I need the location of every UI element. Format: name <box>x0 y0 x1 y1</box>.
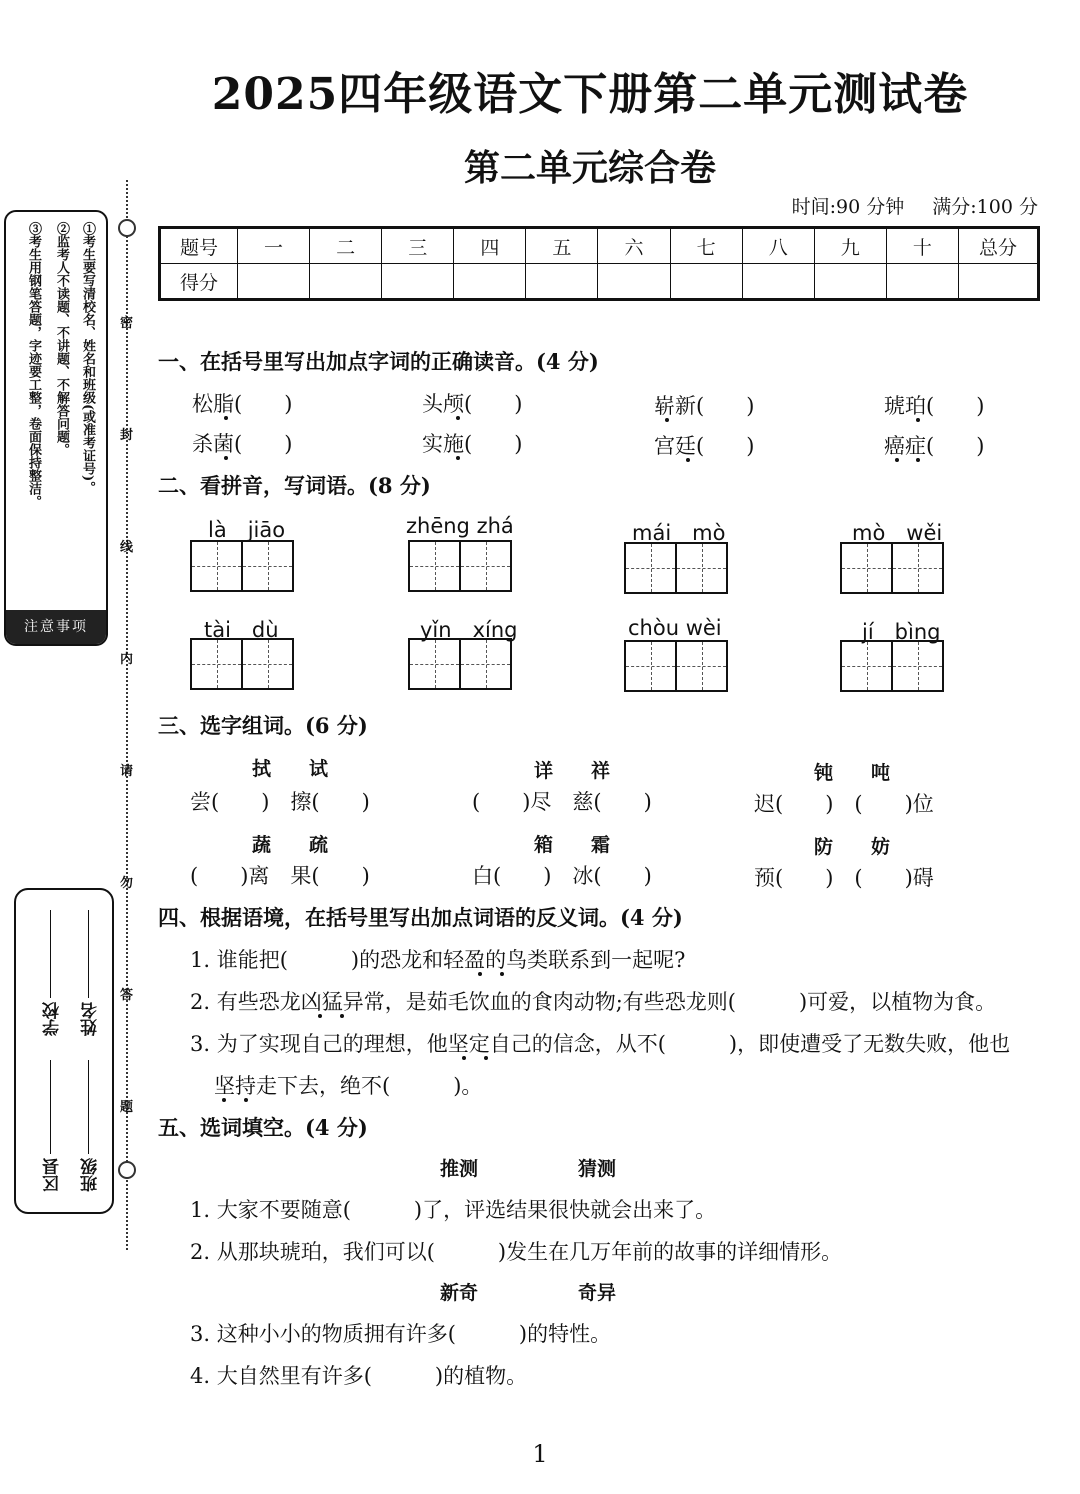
score-header-cell: 十 <box>886 228 958 264</box>
student-info-box <box>14 888 114 1214</box>
word-blank-pair[interactable]: ( )离 果( ) <box>190 864 370 888</box>
writing-grid[interactable] <box>408 638 512 690</box>
score-header-cell: 七 <box>670 228 742 264</box>
score-input-cell[interactable] <box>814 264 886 300</box>
score-input-cell[interactable] <box>454 264 526 300</box>
emphasis-dot <box>484 1056 488 1060</box>
notice-item: ②监考人不读题、不讲题、不解答问题。 <box>54 222 69 456</box>
char-options: 详 祥 <box>534 760 611 782</box>
section-2-heading: 二、看拼音，写词语。(8 分) <box>158 473 431 498</box>
score-header-cell: 总分 <box>959 228 1039 264</box>
emphasis-dot <box>224 456 228 460</box>
score-header-cell: 三 <box>382 228 454 264</box>
emphasis-dot <box>895 458 899 462</box>
score-header-cell: 九 <box>814 228 886 264</box>
page-title: 2025四年级语文下册第二单元测试卷 <box>211 69 969 120</box>
class-label: 班级 <box>81 1158 101 1192</box>
seal-char: 请 <box>120 764 134 779</box>
antonym-sentence[interactable]: 2. 有些恐龙凶猛异常，是茹毛饮血的食肉动物;有些恐龙则( )可爱，以植物为食。 <box>190 990 997 1014</box>
emphasis-dot <box>478 972 482 976</box>
score-header-cell: 一 <box>238 228 310 264</box>
name-label: 姓名 <box>81 1002 101 1036</box>
pronunciation-item[interactable]: 崭新( ) <box>654 394 755 418</box>
binding-line <box>126 180 128 1250</box>
seal-char: 答 <box>120 988 134 1003</box>
antonym-sentence[interactable]: 3. 为了实现自己的理想，他坚定自己的信念，从不( )，即使遭受了无数失败，他也 <box>190 1032 1011 1056</box>
score-header-cell: 二 <box>310 228 382 264</box>
word-option: 奇异 <box>578 1282 617 1304</box>
word-blank-pair[interactable]: 预( ) ( )碍 <box>754 866 934 890</box>
writing-grid[interactable] <box>624 640 728 692</box>
word-blank-pair[interactable]: 白( ) 冰( ) <box>472 864 652 888</box>
school-label: 学校 <box>43 1002 63 1036</box>
score-input-cell[interactable] <box>526 264 598 300</box>
score-header-cell: 八 <box>742 228 814 264</box>
word-blank-pair[interactable]: 尝( ) 擦( ) <box>190 790 370 814</box>
score-input-cell[interactable] <box>310 264 382 300</box>
score-table-header-row <box>160 228 1039 264</box>
district-label: 区县 <box>43 1158 63 1192</box>
score-input-cell[interactable] <box>886 264 958 300</box>
score-header-cell: 六 <box>598 228 670 264</box>
word-option: 猜测 <box>578 1158 617 1180</box>
pinyin-label: zhēng zhá <box>406 514 514 538</box>
notice-item: ③考生用钢笔答题，字迹要工整，卷面保持整洁。 <box>26 222 41 508</box>
score-table-score-row <box>160 264 1039 300</box>
char-options: 箱 霜 <box>534 834 611 856</box>
pinyin-label: chòu wèi <box>628 616 722 640</box>
time-limit: 时间:90 分钟 <box>791 196 905 218</box>
pronunciation-item[interactable]: 琥珀( ) <box>884 394 985 418</box>
section-5-heading: 五、选词填空。(4 分) <box>158 1115 368 1140</box>
fill-sentence[interactable]: 2. 从那块琥珀，我们可以( )发生在几万年前的故事的详细情形。 <box>190 1240 843 1264</box>
emphasis-dot <box>916 458 920 462</box>
emphasis-dot <box>665 418 669 422</box>
pinyin-label: tài dù <box>204 618 279 642</box>
score-input-cell[interactable] <box>238 264 310 300</box>
score-input-cell[interactable] <box>382 264 454 300</box>
writing-grid[interactable] <box>190 540 294 592</box>
emphasis-dot <box>224 416 228 420</box>
emphasis-dot <box>318 1014 322 1018</box>
score-header-cell: 题号 <box>160 228 238 264</box>
writing-grid[interactable] <box>408 540 512 592</box>
full-score: 满分:100 分 <box>932 196 1038 218</box>
pronunciation-item[interactable]: 松脂( ) <box>192 392 293 416</box>
fill-sentence[interactable]: 4. 大自然里有许多( )的植物。 <box>190 1364 528 1388</box>
notice-tag: 注意事项 <box>6 610 106 644</box>
section-3-heading: 三、选字组词。(6 分) <box>158 713 368 738</box>
word-blank-pair[interactable]: ( )尽 慈( ) <box>472 790 652 814</box>
score-input-cell[interactable] <box>959 264 1039 300</box>
section-1-heading: 一、在括号里写出加点字词的正确读音。(4 分) <box>158 349 599 374</box>
score-table <box>158 226 1040 301</box>
pinyin-label: yǐn xíng <box>420 618 518 642</box>
page-number: 1 <box>532 1440 548 1468</box>
pronunciation-item[interactable]: 杀菌( ) <box>192 432 293 456</box>
word-blank-pair[interactable]: 迟( ) ( )位 <box>754 792 934 816</box>
emphasis-dot <box>456 456 460 460</box>
class-field[interactable] <box>88 1060 89 1154</box>
score-input-cell[interactable] <box>598 264 670 300</box>
seal-char: 密 <box>120 316 134 331</box>
char-options: 钝 吨 <box>814 762 891 784</box>
district-field[interactable] <box>50 1060 51 1154</box>
binding-hole-icon <box>118 1161 136 1179</box>
fill-sentence[interactable]: 3. 这种小小的物质拥有许多( )的特性。 <box>190 1322 612 1346</box>
pinyin-label: là jiāo <box>208 518 286 542</box>
emphasis-dot <box>462 1056 466 1060</box>
writing-grid[interactable] <box>840 640 944 692</box>
score-header-cell: 四 <box>454 228 526 264</box>
score-row-label: 得分 <box>160 264 238 300</box>
pinyin-label: mò wěi <box>852 521 943 545</box>
char-options: 防 妨 <box>814 836 891 858</box>
emphasis-dot <box>244 1098 248 1102</box>
score-input-cell[interactable] <box>742 264 814 300</box>
writing-grid[interactable] <box>190 638 294 690</box>
seal-char: 勿 <box>120 876 134 891</box>
time-info <box>770 192 1038 219</box>
pronunciation-item[interactable]: 头颅( ) <box>422 392 523 416</box>
antonym-sentence[interactable]: 1. 谁能把( )的恐龙和轻盈的鸟类联系到一起呢? <box>190 948 686 972</box>
seal-char: 题 <box>120 1100 134 1115</box>
binding-hole-icon <box>118 219 136 237</box>
notice-item: ①考生要写清校名、姓名和班级(或准考证号)。 <box>80 222 95 495</box>
pronunciation-item[interactable]: 宫廷( ) <box>654 434 755 458</box>
emphasis-dot <box>500 972 504 976</box>
seal-char: 内 <box>120 652 134 667</box>
emphasis-dot <box>222 1098 226 1102</box>
page-subtitle: 第二单元综合卷 <box>463 147 716 189</box>
char-options: 拭 试 <box>252 758 329 780</box>
antonym-sentence-continued[interactable]: 坚持走下去，绝不( )。 <box>214 1074 483 1098</box>
pronunciation-item[interactable]: 实施( ) <box>422 432 523 456</box>
fill-sentence[interactable]: 1. 大家不要随意( )了，评选结果很快就会出来了。 <box>190 1198 717 1222</box>
name-field[interactable] <box>88 910 89 998</box>
section-4-heading: 四、根据语境，在括号里写出加点词语的反义词。(4 分) <box>158 905 683 930</box>
exam-notice-box <box>4 210 108 646</box>
score-header-cell: 五 <box>526 228 598 264</box>
emphasis-dot <box>916 418 920 422</box>
emphasis-dot <box>686 458 690 462</box>
pinyin-label: mái mò <box>632 521 726 545</box>
writing-grid[interactable] <box>624 542 728 594</box>
score-input-cell[interactable] <box>670 264 742 300</box>
school-field[interactable] <box>50 910 51 998</box>
word-option: 推测 <box>440 1158 479 1180</box>
emphasis-dot <box>340 1014 344 1018</box>
emphasis-dot <box>456 416 460 420</box>
writing-grid[interactable] <box>840 542 944 594</box>
pinyin-label: jí bìng <box>862 620 941 644</box>
word-option: 新奇 <box>440 1282 479 1304</box>
seal-char: 封 <box>120 428 134 443</box>
seal-char: 线 <box>120 540 134 555</box>
pronunciation-item[interactable]: 癌症( ) <box>884 434 985 458</box>
char-options: 蔬 疏 <box>252 834 329 856</box>
